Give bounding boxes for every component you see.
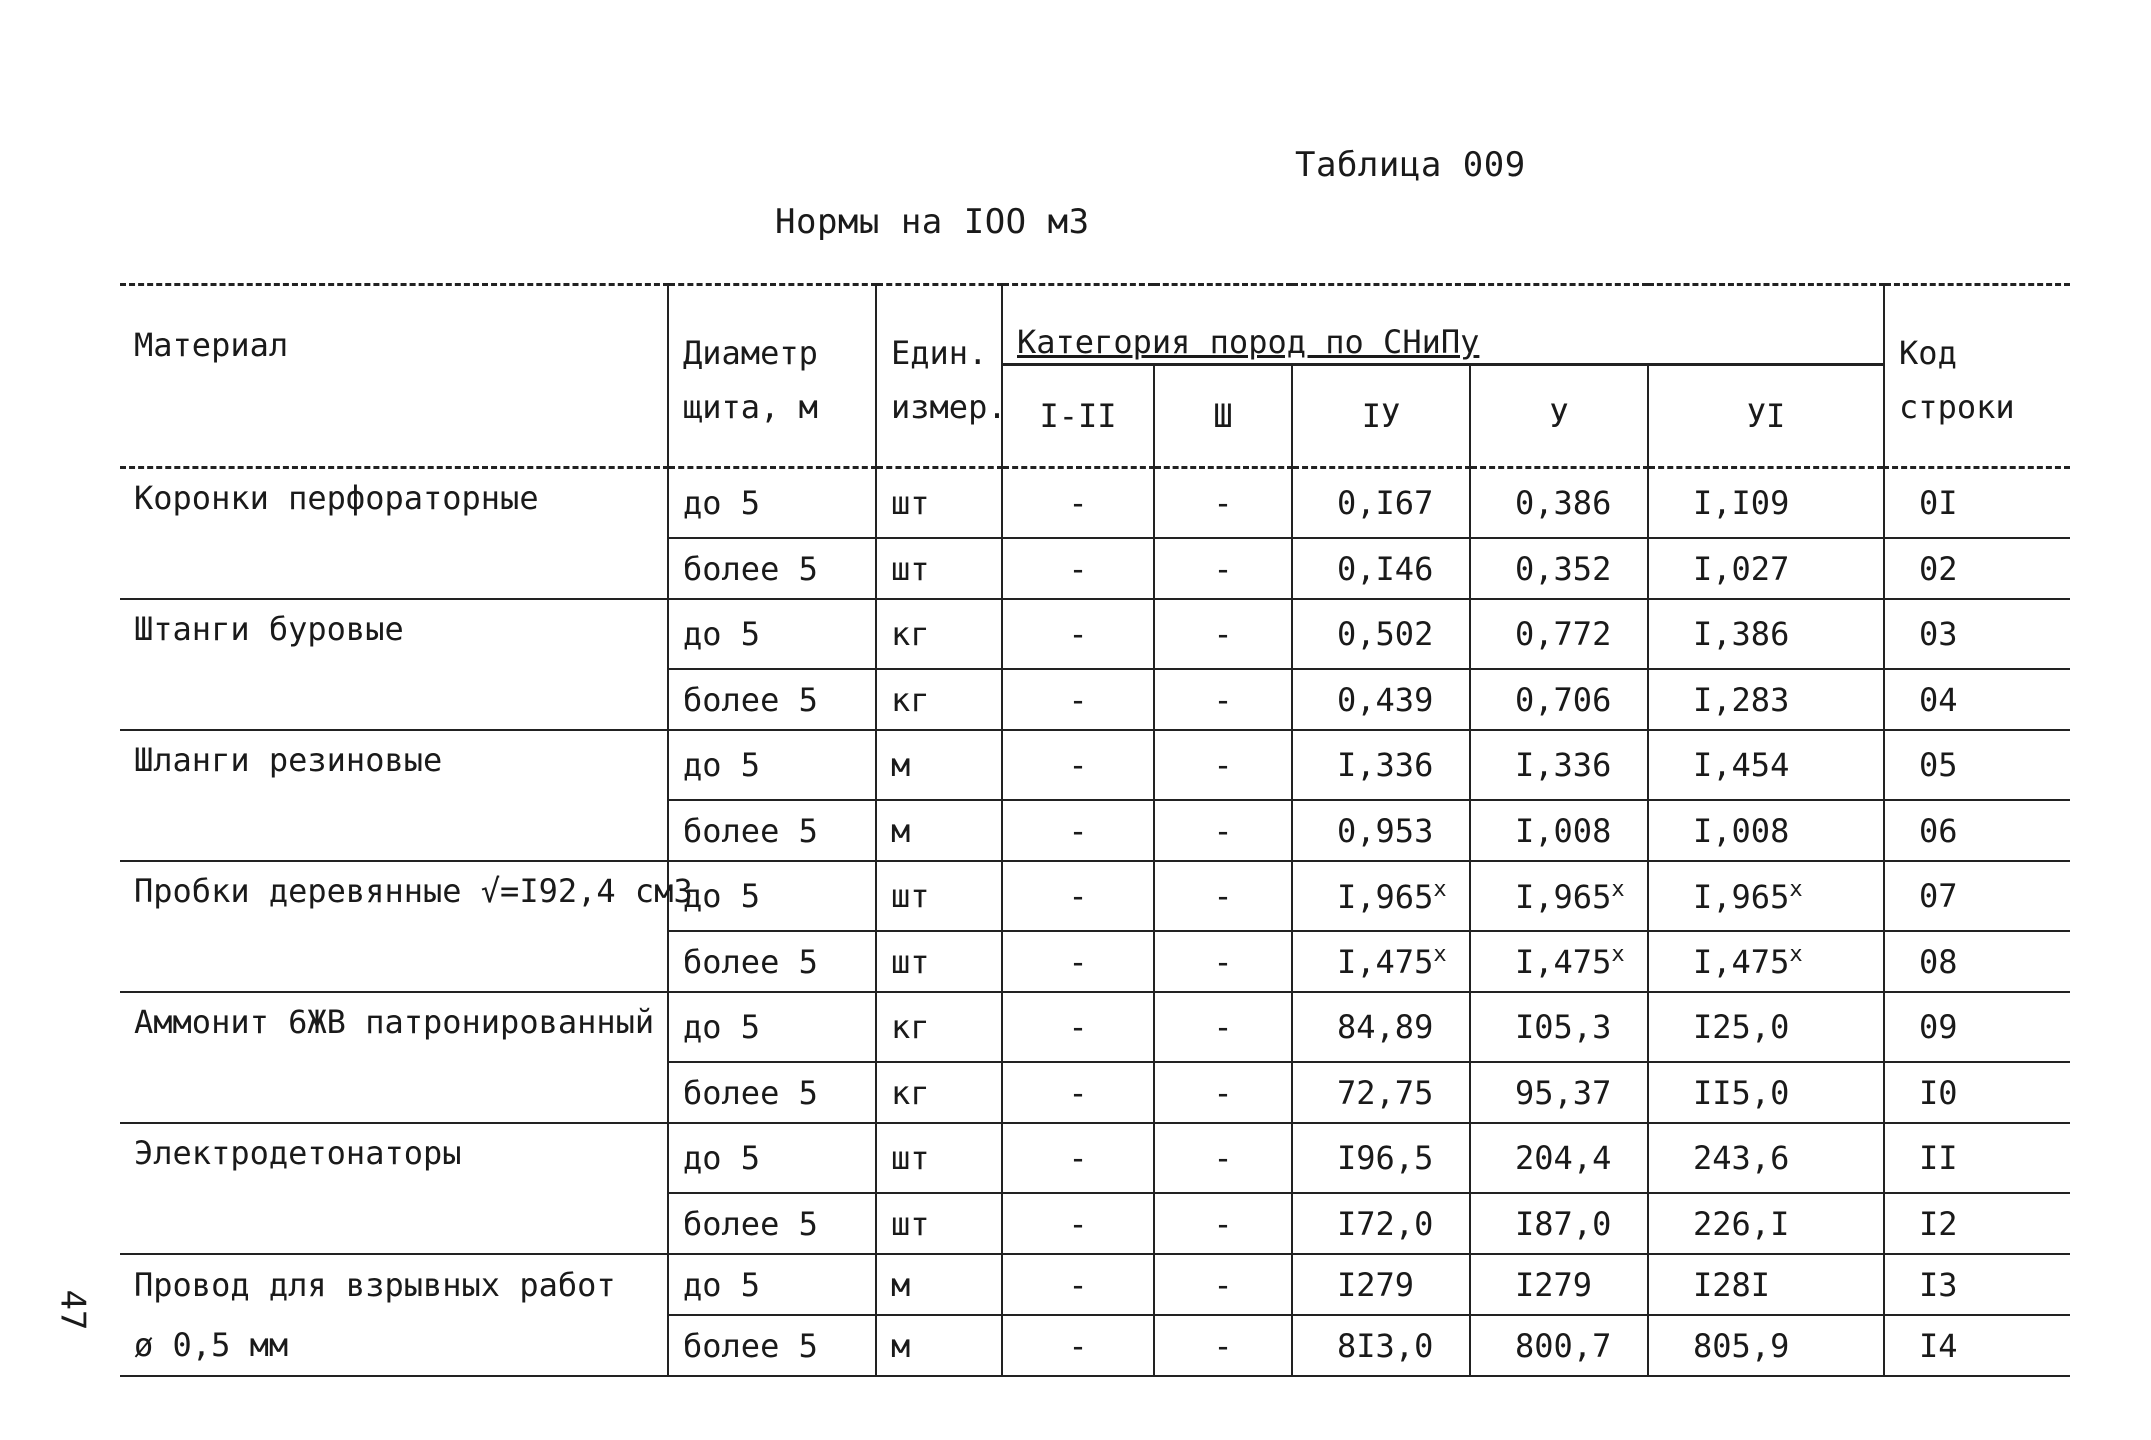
category-header: У [1470, 365, 1648, 468]
unit-cell: шт [876, 468, 1002, 539]
category-group-label: Категория пород по СНиПу [1017, 323, 1480, 361]
cat12-cell: - [1002, 730, 1154, 800]
cat12-cell: - [1002, 669, 1154, 730]
material-cell: Штанги буровые [134, 610, 404, 648]
unit-cell: м [876, 1315, 1002, 1376]
material-cell [120, 669, 668, 730]
cat5-value: I,475 [1515, 943, 1612, 981]
cat4-cell [1292, 861, 1470, 931]
row-code-cell: 03 [1884, 599, 2070, 669]
material-cell: ø 0,5 мм [120, 1315, 668, 1376]
cat12-cell: - [1002, 599, 1154, 669]
cat5-cell: 0,772 [1470, 599, 1648, 669]
cat5-cell: I,008 [1470, 800, 1648, 861]
cat3-cell: - [1154, 1193, 1292, 1254]
diameter-cell: более 5 [668, 669, 876, 730]
cat12-cell: - [1002, 861, 1154, 931]
category-header: УI [1648, 365, 1884, 468]
material-cell [120, 800, 668, 861]
cat3-cell: - [1154, 669, 1292, 730]
cat4-cell: I279 [1292, 1254, 1470, 1315]
row-code-cell: 09 [1884, 992, 2070, 1062]
material-cell [120, 538, 668, 599]
cat12-cell: - [1002, 992, 1154, 1062]
diameter-cell: более 5 [668, 1193, 876, 1254]
cat3-cell: - [1154, 861, 1292, 931]
cat6-cell: 243,6 [1648, 1123, 1884, 1193]
cat5-cell: 0,386 [1470, 468, 1648, 539]
row-code-cell: 02 [1884, 538, 2070, 599]
diameter-cell: более 5 [668, 800, 876, 861]
cat6-cell: I28I [1648, 1254, 1884, 1315]
material-cell: Пробки деревянные √=I92,4 см3 [134, 872, 693, 910]
unit-header [876, 285, 1007, 468]
cat4-cell: 0,502 [1292, 599, 1470, 669]
material-cell [120, 931, 668, 992]
diameter-cell: до 5 [668, 599, 876, 669]
cat4-cell: 0,I67 [1292, 468, 1470, 539]
cat4-cell: 8I3,0 [1292, 1315, 1470, 1376]
diameter-cell: более 5 [668, 1315, 876, 1376]
unit-header-line2: измер. [891, 388, 1007, 426]
footnote-mark: x [1433, 876, 1447, 902]
unit-cell: м [876, 1254, 1002, 1315]
cat6-cell: I,454 [1648, 730, 1884, 800]
cat6-cell: I,008 [1648, 800, 1884, 861]
cat6-cell: 805,9 [1648, 1315, 1884, 1376]
row-code-cell: I4 [1884, 1315, 2070, 1376]
unit-cell: кг [876, 669, 1002, 730]
cat4-value: I,965 [1337, 877, 1434, 916]
code-header [1884, 285, 2070, 468]
cat5-cell: 95,37 [1470, 1062, 1648, 1123]
row-code-cell: II [1884, 1123, 2070, 1193]
cat6-cell: I25,0 [1648, 992, 1884, 1062]
diameter-cell: до 5 [668, 1254, 876, 1315]
row-code-cell: 04 [1884, 669, 2070, 730]
cat6-value: I,965 [1693, 877, 1790, 916]
row-code-cell: I0 [1884, 1062, 2070, 1123]
table-number: Таблица 009 [1295, 145, 1526, 185]
table-row [120, 599, 2070, 669]
unit-cell: кг [876, 992, 1002, 1062]
cat4-cell: I72,0 [1292, 1193, 1470, 1254]
row-code-cell: I3 [1884, 1254, 2070, 1315]
cat3-cell: - [1154, 800, 1292, 861]
diameter-cell: до 5 [668, 861, 876, 931]
cat5-cell [1470, 861, 1648, 931]
code-header-line1: Код [1899, 334, 1957, 372]
cat12-cell: - [1002, 1193, 1154, 1254]
norms-subtitle: Нормы на IOO м3 [775, 202, 1090, 242]
unit-cell: шт [876, 1123, 1002, 1193]
diameter-cell: более 5 [668, 538, 876, 599]
footnote-mark: x [1789, 876, 1803, 902]
cat12-cell: - [1002, 1123, 1154, 1193]
cat5-cell: 0,352 [1470, 538, 1648, 599]
unit-cell: кг [876, 599, 1002, 669]
row-code-cell: 08 [1884, 931, 2070, 992]
unit-cell: шт [876, 861, 1002, 931]
cat4-cell: I96,5 [1292, 1123, 1470, 1193]
cat3-cell: - [1154, 931, 1292, 992]
table-row [120, 468, 2070, 539]
diameter-header [668, 285, 876, 468]
table-row [120, 669, 2070, 730]
table-row [120, 800, 2070, 861]
table-row [120, 1315, 2070, 1376]
cat5-cell: 0,706 [1470, 669, 1648, 730]
cat12-cell: - [1002, 800, 1154, 861]
material-cell: Коронки перфораторные [134, 479, 539, 517]
material-header: Материал [120, 285, 668, 468]
cat12-cell: - [1002, 1254, 1154, 1315]
cat12-cell: - [1002, 1062, 1154, 1123]
cat5-cell: I87,0 [1470, 1193, 1648, 1254]
cat12-cell: - [1002, 1315, 1154, 1376]
diameter-cell: до 5 [668, 730, 876, 800]
cat6-cell: I,283 [1648, 669, 1884, 730]
row-code-cell: 07 [1884, 861, 2070, 931]
cat3-cell: - [1154, 992, 1292, 1062]
row-code-cell: 06 [1884, 800, 2070, 861]
cat6-cell: I,386 [1648, 599, 1884, 669]
cat6-cell [1648, 861, 1884, 931]
cat4-value: I,475 [1337, 943, 1434, 981]
unit-cell: м [876, 730, 1002, 800]
table-row [120, 538, 2070, 599]
cat3-cell: - [1154, 599, 1292, 669]
table-row [120, 931, 2070, 992]
footnote-mark: x [1433, 942, 1447, 967]
cat6-cell: I,I09 [1648, 468, 1884, 539]
cat5-cell: 204,4 [1470, 1123, 1648, 1193]
footnote-mark: x [1611, 876, 1625, 902]
material-cell: Электродетонаторы [134, 1134, 462, 1172]
cat5-cell: I05,3 [1470, 992, 1648, 1062]
table-row [120, 730, 2070, 800]
cat4-cell: 0,953 [1292, 800, 1470, 861]
diameter-header-line2: щита, м [683, 388, 818, 426]
cat6-cell: I,027 [1648, 538, 1884, 599]
diameter-cell: более 5 [668, 1062, 876, 1123]
category-group-header [1002, 285, 1884, 365]
material-cell: Провод для взрывных работ [134, 1266, 616, 1304]
cat6-value: I,475 [1693, 943, 1790, 981]
cat4-cell: 0,439 [1292, 669, 1470, 730]
cat12-cell: - [1002, 468, 1154, 539]
norms-table [120, 283, 2070, 1377]
category-header: I-II [1002, 365, 1154, 468]
footnote-mark: x [1611, 942, 1625, 967]
unit-cell: шт [876, 931, 1002, 992]
unit-cell: шт [876, 1193, 1002, 1254]
row-code-cell: 0I [1884, 468, 2070, 539]
footnote-mark: x [1789, 942, 1803, 967]
cat3-cell: - [1154, 468, 1292, 539]
cat3-cell: - [1154, 1315, 1292, 1376]
cat6-cell: 226,I [1648, 1193, 1884, 1254]
cat4-cell [1292, 931, 1470, 992]
diameter-cell: более 5 [668, 931, 876, 992]
cat6-cell [1648, 931, 1884, 992]
material-cell [120, 1062, 668, 1123]
cat3-cell: - [1154, 538, 1292, 599]
table-row [120, 1062, 2070, 1123]
cat12-cell: - [1002, 538, 1154, 599]
material-cell [120, 1193, 668, 1254]
cat4-cell: 72,75 [1292, 1062, 1470, 1123]
page-number: 47 [52, 1289, 93, 1331]
diameter-header-line1: Диаметр [683, 334, 818, 372]
row-code-cell: 05 [1884, 730, 2070, 800]
material-cell: Шланги резиновые [134, 741, 443, 779]
cat4-cell: I,336 [1292, 730, 1470, 800]
table-row [120, 861, 2070, 931]
cat3-cell: - [1154, 730, 1292, 800]
diameter-cell: до 5 [668, 992, 876, 1062]
cat12-cell: - [1002, 931, 1154, 992]
unit-cell: шт [876, 538, 1002, 599]
cat5-cell [1470, 931, 1648, 992]
cat6-cell: II5,0 [1648, 1062, 1884, 1123]
unit-cell: кг [876, 1062, 1002, 1123]
cat4-cell: 84,89 [1292, 992, 1470, 1062]
diameter-cell: до 5 [668, 1123, 876, 1193]
table-row [120, 992, 2070, 1062]
table-row [120, 1193, 2070, 1254]
unit-cell: м [876, 800, 1002, 861]
category-header: IУ [1292, 365, 1470, 468]
cat3-cell: - [1154, 1254, 1292, 1315]
cat3-cell: - [1154, 1123, 1292, 1193]
table-row [120, 1123, 2070, 1193]
cat3-cell: - [1154, 1062, 1292, 1123]
material-cell: Аммонит 6ЖВ патронированный [134, 1003, 655, 1041]
cat5-value: I,965 [1515, 877, 1612, 916]
cat5-cell: I,336 [1470, 730, 1648, 800]
table-row [120, 1254, 2070, 1315]
category-header: Ш [1154, 365, 1292, 468]
code-header-line2: строки [1899, 388, 2015, 426]
row-code-cell: I2 [1884, 1193, 2070, 1254]
diameter-cell: до 5 [668, 468, 876, 539]
cat5-cell: I279 [1470, 1254, 1648, 1315]
cat5-cell: 800,7 [1470, 1315, 1648, 1376]
unit-header-line1: Един. [891, 334, 988, 372]
cat4-cell: 0,I46 [1292, 538, 1470, 599]
